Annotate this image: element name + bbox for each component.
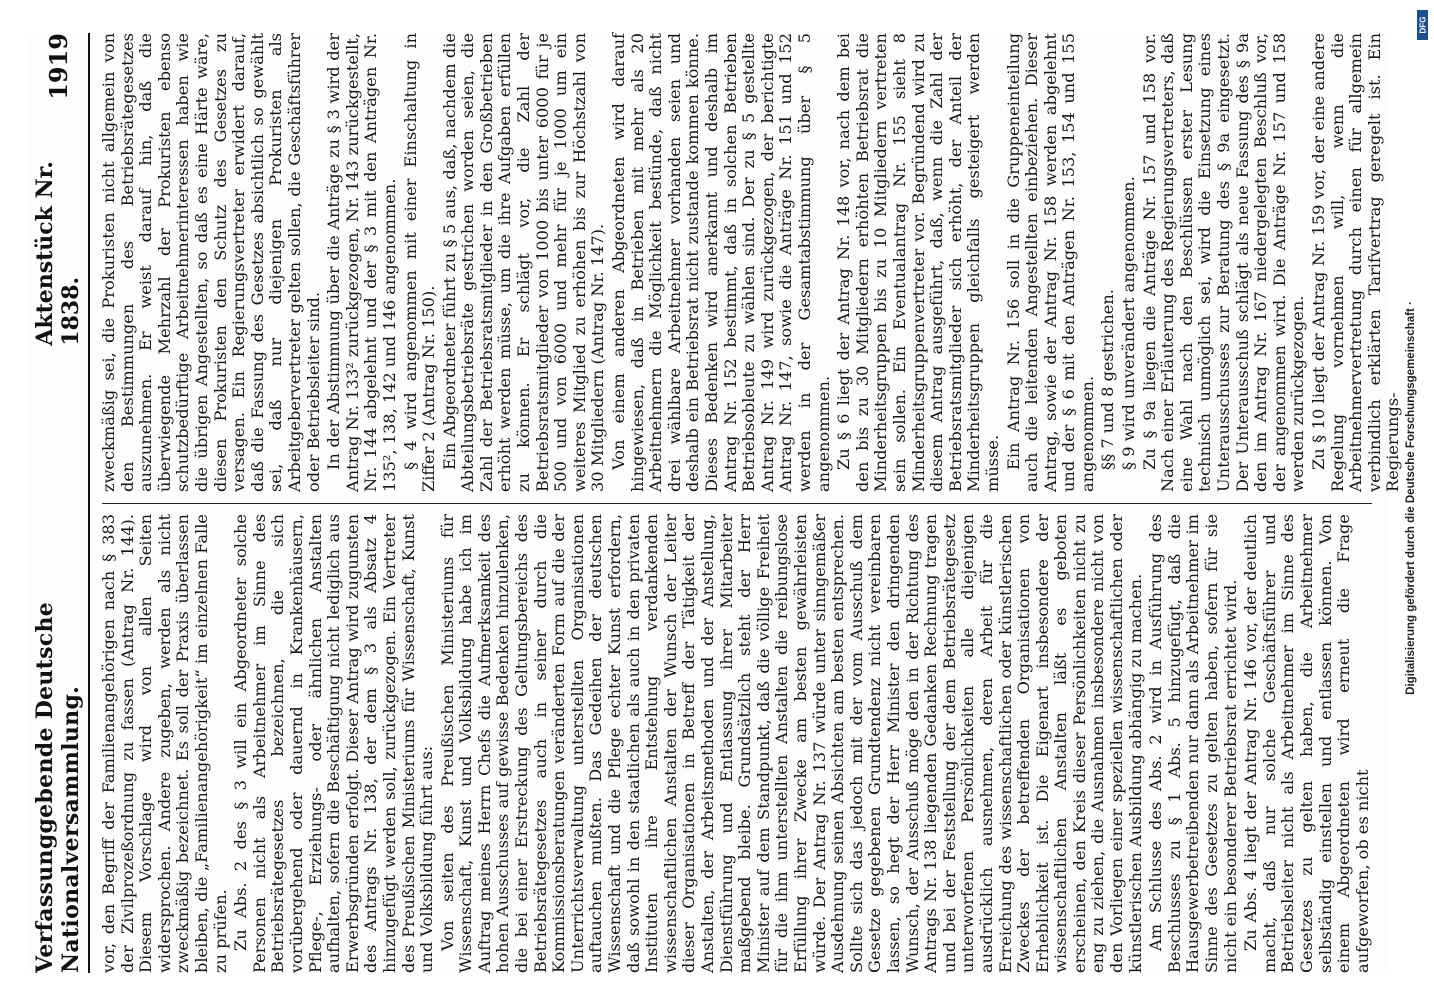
paragraph: vor, den Begriff der Familienangehörigen nach § 383 der Zivilprozeßordnung zu fassen (Antrag Nr. 144). Diesem Vorschlage wird von allen Seiten widersprochen. Andere zugeben, werden als nicht zweckmäßig bezeichnet. Es soll der Praxis überlassen bleiben, die „Familienangehörigkeit“ im einzelnen Falle zu prüfen. — [99, 514, 230, 973]
paragraph: Von einem anderen Abgeordneten wird darauf hingewiesen, daß in Betrieben mit mehr als 20 Arbeitnehmern die Möglichkeit bestünde, daß nicht drei wählbare Arbeitnehmer vorhanden seien und deshalb ein Betriebsrat nicht zustande kommen könne. Dieses Bedenken wird anerkannt und deshalb im Antrag Nr. 152 bestimmt, daß in solchen Betrieben Betriebsobleute zu wählen sind. Der zu § 5 gestellte Antrag Nr. 149 wird zurückgezogen, der berichtigte Antrag Nr. 147, sowie die Anträge Nr. 151 und 152 werden in der Gesamtabstimmung über § 5 angenommen. — [609, 33, 833, 492]
paragraph: Von seiten des Preußischen Ministeriums für Wissenschaft, Kunst und Volksbildung habe ich im Auftrag meines Herrn Chefs die Aufmerksamkeit des hohen Ausschusses auf gewisse Bedenken hinzulenken, die bei einer Erstreckung des Geltungsbereichs des Betriebsrätegesetzes auch in seiner durch die Kommissionsberatungen veränderten Form auf die der Unterrichtsverwaltung unterstellten Organisationen auftauchen mußten. Das Gedeihen der deutschen Wissenschaft und die Pflege echter Kunst erfordern, daß sowohl in den staatlichen als auch in den privaten Instituten ihre Entstehung verdankenden wissenschaftlichen Anstalten der Wunsch der Leiter dieser Organisationen in Betreff der Tätigkeit der Anstalten, der Arbeitsmethoden und der Anstellung, Dienstführung und Entlassung ihrer Mitarbeiter maßgebend bleibe. Grundsätzlich steht der Herr Minister auf dem Standpunkt, daß die völlige Freiheit für die ihm unterstellten Anstalten die reibungslose Erfüllung ihrer Zwecke am besten gewährleisten würde. Der Antrag Nr. 137 würde unter sinngemäßer Ausdehnung seinen Absichten am besten entsprechen. Sollte sich das jedoch mit der vom Ausschuß dem Gesetze gegebenen Grundtendenz nicht vereinbaren lassen, so hegt der Herr Minister den dringenden Wunsch, der Ausschuß möge den in der Richtung des Antrags Nr. 138 liegenden Gedanken Rechnung tragen und bei der Feststellung der dem Betriebsrätegesetz unterworfenen Persönlichkeiten alle diejenigen ausdrücklich ausnehmen, deren Arbeit für die Erreichung des wissenschaftlichen oder künstlerischen Zweckes der betreffenden Organisationen von Erheblichkeit ist. Die Eigenart insbesondere der wissenschaftlichen Anstalten läßt es geboten erscheinen, den Kreis dieser Persönlichkeiten nicht zu eng zu ziehen, die Ausnahmen insbesondere nicht von den Vorliegen einer speziellen wissenschaftlichen oder künstlerischen Ausbildung abhängig zu machen. — [437, 514, 1145, 973]
paragraph: §§ 7 und 8 gestrichen. — [1098, 289, 1118, 470]
digitization-credit-text: Digitalisierung gefördert durch die Deutsche Forschungsgemeinschaft · — [1405, 301, 1417, 695]
header-title: Verfassunggebende Deutsche Nationalversammlung. — [32, 601, 84, 973]
paragraph: Zu § 10 liegt der Antrag Nr. 159 vor, der eine andere Regelung vornehmen will, wenn die Arbeitnehmervertretung durch einen für allgemein verbindlich erklärten Tarifvertrag geregelt ist. Ein Regierungs- — [1309, 33, 1403, 492]
paragraph: § 4 wird angenommen mit einer Einschaltung in Ziffer 2 (Antrag Nr. 150). — [400, 33, 439, 492]
document-page — [28, 33, 1403, 973]
right-column — [99, 33, 1403, 492]
paragraph: Zu § 6 liegt der Antrag Nr. 148 vor, nach dem bei den bis zu 30 Mitgliedern erhöhten Betriebsrat die Minderheitsgruppen bis zu 10 Mitgliedern vertreten sein sollen. Ein Eventualantrag Nr. 155 sieht 8 Minderheitsgruppenvertreter vor. Begründend wird zu diesem Antrag ausgeführt, daß, wenn die Zahl der Betriebsratsmitglieder sich erhöht, der Anteil der Minderheitsgruppen gleichfalls gesteigert werden müsse. — [834, 33, 1002, 492]
paragraph: § 9 wird unverändert angenommen. — [1119, 176, 1139, 470]
paragraph: Am Schlusse des Abs. 2 wird in Ausführung des Beschlusses zu § 1 Abs. 5 hinzugefügt, daß die Hausgewerbetreibenden nur dann als Arbeitnehmer im Sinne des Gesetzes zu gelten haben, sofern für sie nicht ein besonderer Betriebsrat errichtet wird. — [1146, 514, 1240, 973]
header-year: 1919 — [43, 33, 73, 100]
paragraph: Zu § 9a liegen die Anträge Nr. 157 und 158 vor. Nach einer Erläuterung des Regierungsvertreters, daß eine Wahl nach den Beschlüssen erster Lesung technisch unmöglich sei, wird die Einsetzung eines Unterausschusses zur Beratung des § 9a eingesetzt. Der Unterausschuß schlägt als neue Fassung des § 9a den im Antrag Nr. 167 niedergelegten Beschluß vor, der angenommen wird. Die Anträge Nr. 157 und 158 werden zurückgezogen. — [1139, 33, 1308, 492]
text-columns — [99, 33, 1403, 973]
left-column — [100, 514, 1380, 973]
rotated-page-content — [28, 33, 1403, 973]
header-document-number: Aktenstück Nr. 1838. — [32, 161, 84, 346]
paragraph: Ein Antrag Nr. 156 soll in die Gruppeneinteilung auch die leitenden Angestellten einbeziehen. Dieser Antrag, sowie der Antrag Nr. 158 werden abgelehnt und der § 6 mit den Anträgen Nr. 153, 154 und 155 angenommen. — [1003, 33, 1097, 492]
paragraph: Ein Abgeordneter führt zu § 5 aus, daß, nachdem die Abteilungsbetriebsräte gestrichen worden seien, die Zahl der Betriebsratsmitglieder in den Großbetrieben erhöht werden müsse, um die ihre Aufgaben erfüllen zu können. Er schlägt vor, die Zahl der Betriebsratsmitglieder von 1000 bis unter 6000 für je 500 und von 6000 und mehr für je 1000 um ein weiteres Mitglied zu erhöhen bis zur Höchstzahl von 30 Mitgliedern (Antrag Nr. 147). — [439, 33, 608, 492]
paragraph: zweckmäßig sei, die Prokuristen nicht allgemein von den Bestimmungen des Betriebsrätegesetzes auszunehmen. Er weist darauf hin, daß die überwiegende Mehrzahl der Prokuristen ebenso schutzbedürftige Arbeitnehmerinteressen haben wie die übrigen Angestellten, so daß es eine Härte wäre, diesen Prokuristen den Schutz des Gesetzes zu versagen. Ein Regierungsvertreter erwidert darauf, daß die Fassung des Gesetzes absichtlich so gewählt sei, daß nur diejenigen Prokuristen als Arbeitgebervertreter gelten sollen, die Geschäftsführer oder Betriebsleiter sind. — [99, 33, 323, 492]
paragraph: In der Abstimmung über die Anträge zu § 3 wird der Antrag Nr. 133² zurückgezogen, Nr. 143 zurückgestellt, Nr. 144 abgelehnt und der § 3 mit den Anträgen Nr. 135², 138, 142 und 146 angenommen. — [324, 33, 399, 492]
paragraph: Zu Abs. 2 des § 3 will ein Abgeordneter solche Personen nicht als Arbeitnehmer im Sinne des Betriebsrätegesetzes bezeichnen, die sich vorübergehend oder dauernd in Krankenhäusern, Pflege-, Erziehungs- oder ähnlichen Anstalten aufhalten, sofern die Beschäftigung nicht lediglich aus Erwerbsgründen erfolgt. Dieser Antrag wird zugunsten des Antrags Nr. 138, der dem § 3 als Absatz 4 hinzugefügt werden soll, zurückgezogen. Ein Vertreter des Preußischen Ministeriums für Wissenschaft, Kunst und Volksbildung führt aus: — [231, 514, 437, 973]
dfg-logo — [1417, 10, 1428, 40]
page-header — [28, 33, 90, 973]
paragraph: Zu Abs. 4 liegt der Antrag Nr. 146 vor, der deutlich macht, daß nur solche Geschäftsführer und Betriebsleiter nicht als Arbeitnehmer im Sinne des Gesetzes zu gelten haben, die Arbeitnehmer selbständig einstellen und entlassen können. Von einem Abgeordneten wird erneut die Frage aufgeworfen, ob es nicht — [1241, 514, 1372, 973]
dfg-logo-text: DFG — [1418, 16, 1427, 34]
digitization-credit — [1393, 8, 1429, 988]
